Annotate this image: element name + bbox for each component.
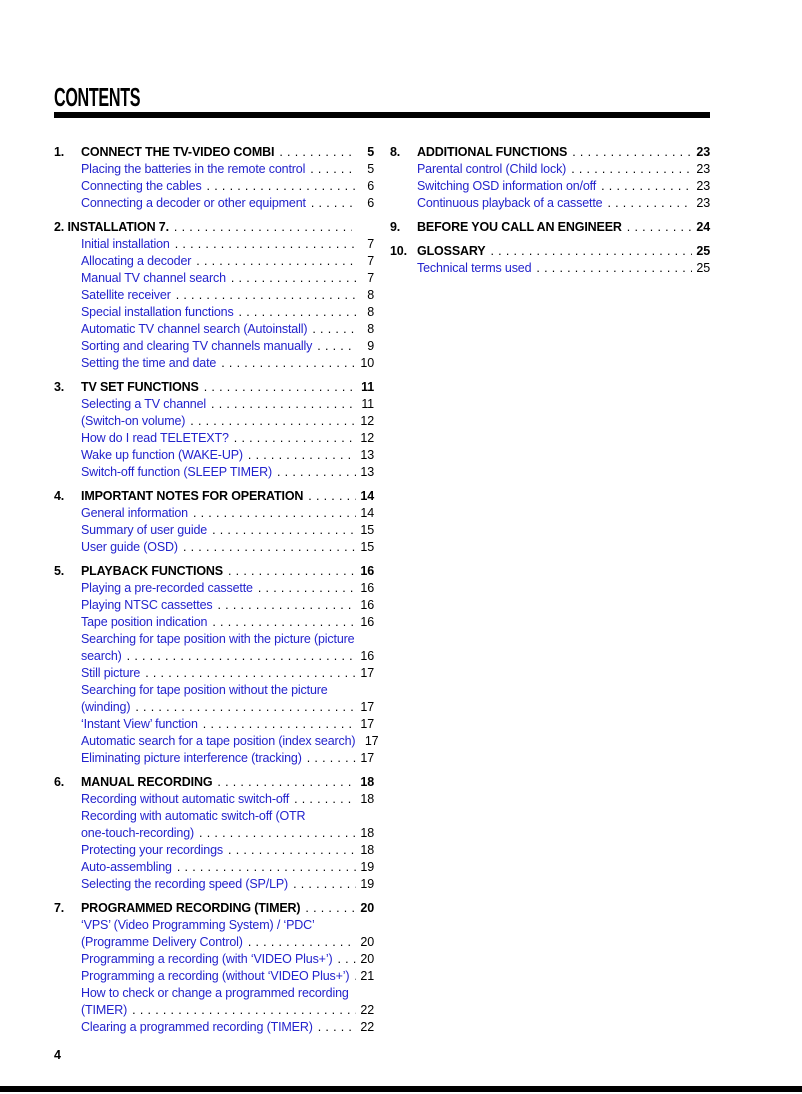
dot-leader — [228, 563, 356, 580]
dot-leader — [248, 934, 356, 951]
toc-entry-title: Searching for tape position with the picture (picture — [81, 632, 355, 646]
toc-section — [54, 563, 379, 767]
toc-entry-title: Searching for tape position without the picture — [81, 683, 328, 697]
toc-section-header — [54, 379, 374, 396]
toc-entry-title: How to check or change a programmed recording — [81, 986, 349, 1000]
dot-leader — [294, 791, 356, 808]
toc-entry — [54, 791, 374, 808]
toc-entry — [54, 413, 374, 430]
toc-section-number: 5. — [54, 564, 65, 578]
toc-entry-title: Connecting the cables — [81, 179, 202, 193]
dot-leader — [490, 243, 692, 260]
toc-entry-page: 17 — [360, 717, 374, 731]
dot-leader — [354, 968, 356, 985]
toc-section-number: 7. — [54, 901, 65, 915]
toc-entry-title: (Switch-on volume) — [81, 414, 186, 428]
toc-entry-title: Selecting a TV channel — [81, 397, 207, 411]
toc-entry-title: Playing a pre-recorded cassette — [81, 581, 253, 595]
toc-entry — [54, 287, 374, 304]
toc-entry — [54, 597, 374, 614]
toc-entry-page: 16 — [360, 598, 374, 612]
toc-entry — [54, 648, 374, 665]
toc-entry — [54, 355, 374, 372]
toc-entry — [54, 1002, 374, 1019]
toc-section-title: MANUAL RECORDING — [81, 775, 213, 789]
dot-leader — [311, 195, 356, 212]
toc-section-header — [390, 243, 710, 260]
toc-entry-title: Manual TV channel search — [81, 271, 226, 285]
toc-entry-title: Technical terms used — [417, 261, 532, 275]
toc-section — [390, 219, 710, 236]
toc-entry — [54, 614, 374, 631]
toc-entry — [54, 178, 374, 195]
toc-section — [54, 900, 374, 1036]
toc-entry — [54, 522, 374, 539]
toc-entry — [54, 682, 374, 699]
toc-entry-page: 6 — [367, 196, 374, 210]
toc-entry-title: Automatic TV channel search (Autoinstall) — [81, 322, 308, 336]
toc-section-number: 3. — [54, 380, 65, 394]
toc-section-title: IMPORTANT NOTES FOR OPERATION — [81, 489, 304, 503]
dot-leader — [279, 144, 356, 161]
dot-leader — [248, 447, 356, 464]
toc-entry-title: Tape position indication — [81, 615, 208, 629]
toc-entry-title: Setting the time and date — [81, 356, 217, 370]
title-rule — [54, 112, 710, 118]
toc-entry — [54, 968, 374, 985]
toc-entry — [54, 580, 374, 597]
toc-section — [390, 144, 710, 212]
toc-entry-title: Wake up function (WAKE-UP) — [81, 448, 243, 462]
toc-entry-title: Switch-off function (SLEEP TIMER) — [81, 465, 272, 479]
toc-entry-page: 7 — [367, 237, 374, 251]
toc-entry — [54, 859, 374, 876]
toc-entry-title: Programming a recording (with ‘VIDEO Plus+’) — [81, 952, 333, 966]
dot-leader — [132, 1002, 356, 1019]
toc-entry-title: General information — [81, 506, 188, 520]
toc-entry-page: 17 — [360, 700, 374, 714]
toc-section-number: 6. — [54, 775, 65, 789]
toc-entry-title: Summary of user guide — [81, 523, 208, 537]
toc-entry-page: 17 — [360, 751, 374, 765]
toc-entry-title: Protecting your recordings — [81, 843, 224, 857]
toc-entry — [390, 195, 710, 212]
dot-leader — [217, 774, 356, 791]
dot-leader — [572, 144, 692, 161]
toc-entry-page: 19 — [360, 877, 374, 891]
toc-entry-title: Switching OSD information on/off — [417, 179, 597, 193]
toc-section-page: 25 — [696, 244, 710, 258]
toc-entry-title: Programming a recording (without ‘VIDEO Plus+’) — [81, 969, 350, 983]
toc-entry-title: ‘VPS’ (Video Programming System) / ‘PDC’ — [81, 918, 315, 932]
toc-entry-page: 5 — [367, 162, 374, 176]
toc-section — [54, 774, 374, 893]
dot-leader — [239, 304, 356, 321]
toc-section-title: PROGRAMMED RECORDING (TIMER) — [81, 901, 301, 915]
toc-section-page: 14 — [360, 489, 374, 503]
toc-entry-page: 11 — [361, 397, 374, 411]
toc-entry — [54, 934, 374, 951]
dot-leader — [231, 270, 356, 287]
page-number: 4 — [54, 1048, 61, 1062]
dot-leader — [607, 195, 692, 212]
dot-leader — [175, 236, 356, 253]
dot-leader — [199, 825, 356, 842]
toc-entry-page: 8 — [367, 322, 374, 336]
toc-section-title: CONNECT THE TV-VIDEO COMBI — [81, 145, 275, 159]
dot-leader — [305, 900, 356, 917]
toc-entry-page: 12 — [360, 431, 374, 445]
toc-entry-page: 9 — [367, 339, 374, 353]
toc-entry-title: Recording without automatic switch-off — [81, 792, 290, 806]
toc-section-page: 20 — [360, 901, 374, 915]
toc-entry-title: Automatic search for a tape position (index search) — [81, 734, 356, 748]
dot-leader — [571, 161, 692, 178]
toc-section-number: 8. — [390, 145, 401, 159]
toc-entry-title: Continuous playback of a cassette — [417, 196, 603, 210]
dot-leader — [536, 260, 692, 277]
toc-entry — [54, 304, 374, 321]
toc-entry-page: 20 — [360, 935, 374, 949]
dot-leader — [293, 876, 356, 893]
toc-section-header — [390, 144, 710, 161]
toc-section-page: 11 — [361, 380, 374, 394]
dot-leader — [207, 178, 356, 195]
toc-entry-page: 20 — [360, 952, 374, 966]
toc-entry-page: 7 — [367, 271, 374, 285]
toc-entry-title: Selecting the recording speed (SP/LP) — [81, 877, 289, 891]
toc-entry-title: Initial installation — [81, 237, 170, 251]
dot-leader — [601, 178, 692, 195]
toc-entry — [54, 631, 374, 648]
dot-leader — [318, 1019, 356, 1036]
toc-entry — [54, 665, 374, 682]
toc-entry-title: Eliminating picture interference (tracking) — [81, 751, 302, 765]
toc-entry — [54, 808, 374, 825]
toc-entry-page: 18 — [360, 843, 374, 857]
toc-entry-page: 13 — [360, 465, 374, 479]
toc-entry — [54, 321, 374, 338]
dot-leader — [127, 648, 356, 665]
dot-leader — [627, 219, 692, 236]
toc-entry — [54, 270, 374, 287]
toc-section — [54, 488, 374, 556]
dot-leader — [145, 665, 356, 682]
toc-entry — [54, 430, 374, 447]
toc-entry-title: (Programme Delivery Control) — [81, 935, 243, 949]
toc-entry-title: How do I read TELETEXT? — [81, 431, 229, 445]
toc-entry — [54, 842, 374, 859]
toc-entry — [54, 716, 374, 733]
toc-section — [54, 219, 374, 372]
toc-entry-title: Sorting and clearing TV channels manually — [81, 339, 313, 353]
toc-entry-page: 8 — [367, 288, 374, 302]
toc-entry-title: Satellite receiver — [81, 288, 171, 302]
toc-entry — [54, 539, 374, 556]
toc-entry-title: Still picture — [81, 666, 141, 680]
toc-entry — [54, 876, 374, 893]
toc-section-header — [54, 219, 374, 236]
toc-section-header — [54, 488, 374, 505]
toc-section-page: 5 — [367, 145, 374, 159]
toc-entry-page: 18 — [360, 826, 374, 840]
toc-entry — [54, 253, 374, 270]
toc-section-title: PLAYBACK FUNCTIONS — [81, 564, 223, 578]
dot-leader — [177, 859, 356, 876]
dot-leader — [176, 287, 356, 304]
toc-entry-page: 25 — [696, 261, 710, 275]
dot-leader — [196, 253, 356, 270]
toc-section-title: ADDITIONAL FUNCTIONS — [417, 145, 568, 159]
dot-leader — [204, 379, 356, 396]
toc-section-number: 1. — [54, 145, 65, 159]
toc-entry — [54, 917, 374, 934]
toc-column-left — [54, 144, 379, 1043]
page-title: CONTENTS — [54, 82, 141, 112]
toc-entry — [54, 161, 374, 178]
toc-section — [54, 379, 374, 481]
toc-entry-title: (winding) — [81, 700, 131, 714]
toc-entry-page: 22 — [360, 1003, 374, 1017]
dot-leader — [317, 338, 356, 355]
toc-section-title: 2. INSTALLATION 7. — [54, 220, 169, 234]
toc-section-header — [54, 774, 374, 791]
dot-leader — [174, 219, 352, 236]
toc-section-title: BEFORE YOU CALL AN ENGINEER — [417, 220, 622, 234]
toc-entry-title: Auto-assembling — [81, 860, 172, 874]
toc-entry — [54, 699, 374, 716]
toc-entry — [390, 161, 710, 178]
toc-entry-title: one-touch-recording) — [81, 826, 195, 840]
dot-leader — [277, 464, 356, 481]
toc-entry-page: 18 — [360, 792, 374, 806]
toc-entry — [54, 236, 374, 253]
dot-leader — [310, 161, 356, 178]
toc-entry-page: 23 — [696, 162, 710, 176]
dot-leader — [234, 430, 356, 447]
toc-entry — [54, 447, 374, 464]
toc-entry — [54, 733, 379, 750]
dot-leader — [193, 505, 356, 522]
toc-section-title: GLOSSARY — [417, 244, 486, 258]
toc-entry-page: 17 — [364, 734, 379, 748]
bottom-bar — [0, 1086, 802, 1092]
toc-section-header — [54, 900, 374, 917]
toc-entry-title: Special installation functions — [81, 305, 234, 319]
toc-entry-page: 14 — [360, 506, 374, 520]
toc-section-number: 10. — [390, 244, 407, 258]
dot-leader — [211, 396, 356, 413]
toc-entry-title: Recording with automatic switch-off (OTR — [81, 809, 306, 823]
dot-leader — [308, 488, 356, 505]
dot-leader — [135, 699, 356, 716]
dot-leader — [190, 413, 356, 430]
toc-entry-page: 10 — [360, 356, 374, 370]
toc-section-page: 24 — [696, 220, 710, 234]
toc-entry — [54, 750, 374, 767]
toc-section-header — [390, 219, 710, 236]
toc-section-header — [54, 563, 374, 580]
toc-section-page: 16 — [360, 564, 374, 578]
toc-entry-title: (TIMER) — [81, 1003, 128, 1017]
toc-entry — [390, 178, 710, 195]
toc-entry-page: 19 — [360, 860, 374, 874]
toc-section-header — [54, 144, 374, 161]
toc-section-title: TV SET FUNCTIONS — [81, 380, 199, 394]
toc-entry — [54, 825, 374, 842]
toc-section-number: 9. — [390, 220, 401, 234]
dot-leader — [183, 539, 356, 556]
toc-entry-title: Parental control (Child lock) — [417, 162, 567, 176]
dot-leader — [337, 951, 356, 968]
toc-entry-title: Connecting a decoder or other equipment — [81, 196, 306, 210]
toc-entry — [54, 195, 374, 212]
toc-entry-page: 23 — [696, 179, 710, 193]
toc-entry — [54, 464, 374, 481]
toc-entry-page: 15 — [360, 523, 374, 537]
toc-entry-page: 16 — [360, 615, 374, 629]
toc-entry-page: 22 — [360, 1020, 374, 1034]
toc-entry-page: 6 — [367, 179, 374, 193]
toc-entry — [390, 260, 710, 277]
toc-entry-page: 17 — [360, 666, 374, 680]
dot-leader — [212, 614, 356, 631]
toc-columns — [54, 144, 710, 1043]
dot-leader — [312, 321, 356, 338]
toc-entry-page: 7 — [367, 254, 374, 268]
toc-entry — [54, 338, 374, 355]
toc-section-number: 4. — [54, 489, 65, 503]
dot-leader — [258, 580, 356, 597]
toc-entry-title: Placing the batteries in the remote control — [81, 162, 306, 176]
dot-leader — [307, 750, 356, 767]
toc-section-page: 23 — [696, 145, 710, 159]
toc-entry — [54, 1019, 374, 1036]
toc-entry-page: 13 — [360, 448, 374, 462]
toc-entry-title: Allocating a decoder — [81, 254, 192, 268]
toc-entry — [54, 985, 374, 1002]
dot-leader — [221, 355, 356, 372]
toc-entry-page: 8 — [367, 305, 374, 319]
toc-entry-page: 23 — [696, 196, 710, 210]
toc-entry-title: Playing NTSC cassettes — [81, 598, 213, 612]
toc-entry-page: 15 — [360, 540, 374, 554]
dot-leader — [203, 716, 356, 733]
toc-column-right — [390, 144, 710, 1043]
toc-section — [390, 243, 710, 277]
toc-entry-title: ‘Instant View’ function — [81, 717, 198, 731]
toc-entry-title: Clearing a programmed recording (TIMER) — [81, 1020, 313, 1034]
toc-entry — [54, 505, 374, 522]
dot-leader — [212, 522, 356, 539]
toc-entry-page: 12 — [360, 414, 374, 428]
toc-entry-page: 21 — [360, 969, 374, 983]
toc-section — [54, 144, 374, 212]
toc-entry — [54, 951, 374, 968]
dot-leader — [228, 842, 356, 859]
toc-entry-page: 16 — [360, 581, 374, 595]
toc-section-page: 18 — [360, 775, 374, 789]
toc-entry-title: search) — [81, 649, 122, 663]
toc-entry — [54, 396, 374, 413]
toc-entry-page: 16 — [360, 649, 374, 663]
dot-leader — [217, 597, 356, 614]
toc-entry-title: User guide (OSD) — [81, 540, 178, 554]
